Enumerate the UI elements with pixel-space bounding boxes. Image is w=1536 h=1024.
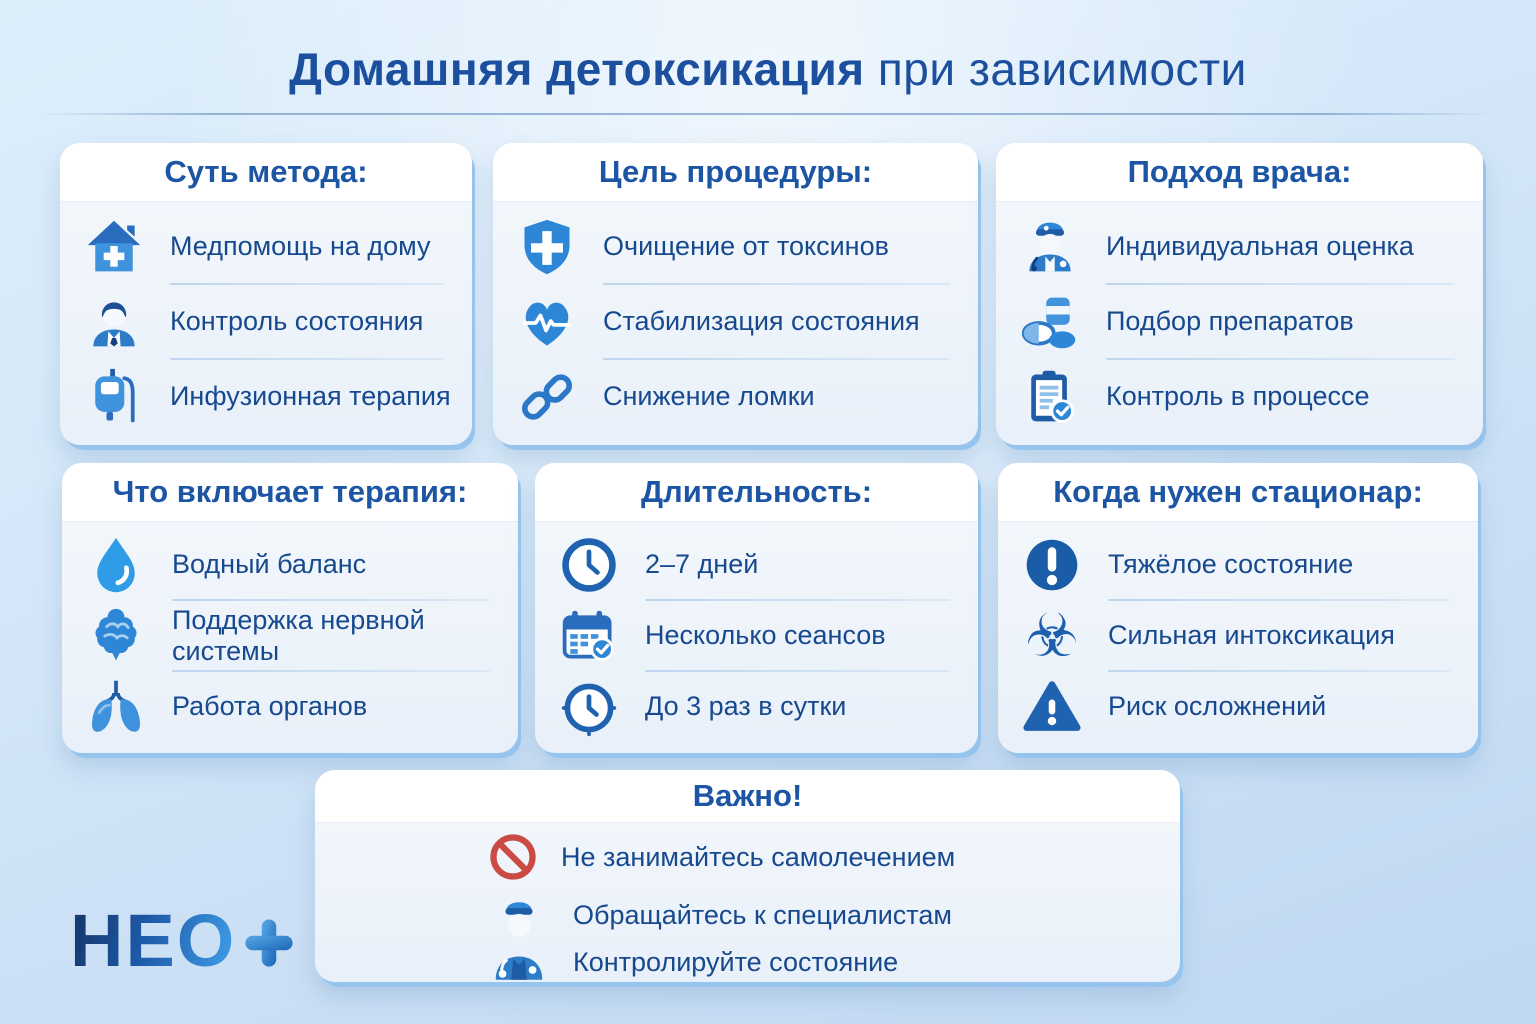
exclamation-circle-icon [1020,533,1084,597]
surgeon-icon [487,889,551,989]
list-item [1018,365,1465,429]
page-title-bold: Домашняя детоксикация [289,43,865,95]
item-label: Стабилизация состояния [603,306,920,336]
house-medical-icon [82,215,146,279]
card-method-essence [60,143,472,445]
card-therapy-includes [62,463,518,753]
warning-triangle-icon [1020,675,1084,739]
item-label: Обращайтесь к специалистам [573,900,952,930]
doctor-icon [82,290,146,354]
item-label: Подбор препаратов [1106,306,1354,336]
pills-icon [1018,290,1082,354]
list-item [515,215,960,279]
calendar-check-icon [557,604,621,668]
list-item [515,290,960,354]
item-divider [1108,599,1450,601]
item-divider [1108,670,1450,672]
card-title: Важно! [315,770,1180,823]
list-item [1020,533,1460,597]
item-label: 2–7 дней [645,549,759,579]
alarm-clock-icon [557,675,621,739]
item-label: Поддержка нервной системы [172,604,425,666]
list-item [557,675,960,739]
item-label: Снижение ломки [603,381,815,411]
item-label: Риск осложнений [1108,691,1327,721]
item-label: Водный баланс [172,549,367,579]
list-item [1020,675,1460,739]
list-item [1020,600,1460,671]
list-item [487,831,1150,883]
card-important [315,770,1180,982]
clipboard-check-icon [1018,365,1082,429]
item-label: Сильная интоксикация [1108,620,1395,650]
iv-bag-icon [82,365,146,429]
item-label: Индивидуальная оценка [1106,231,1414,261]
list-item [82,290,454,354]
no-entry-icon [487,831,539,883]
card-title: Цель процедуры: [493,143,978,202]
card-title: Когда нужен стационар: [998,463,1478,522]
item-divider [172,599,490,601]
brand-logo-plus-icon [240,914,298,977]
item-label: Не занимайтесь самолечением [561,841,956,872]
item-label: До 3 раз в сутки [645,691,847,721]
item-divider [603,283,950,285]
list-item [84,675,500,739]
list-item [1018,290,1465,354]
card-procedure-goal [493,143,978,445]
card-title: Суть метода: [60,143,472,202]
item-label: Контролируйте состояние [573,947,899,977]
list-item [82,215,454,279]
item-label: Несколько сеансов [645,620,886,650]
card-duration [535,463,978,753]
item-divider [1106,358,1455,360]
brand-logo-text: НЕО [70,899,237,982]
item-label: Очищение от токсинов [603,231,889,261]
card-doctor-approach [996,143,1483,445]
item-label: Работа органов [172,691,368,721]
list-item [82,365,454,429]
title-divider [38,113,1498,115]
card-hospital-needed [998,463,1478,753]
list-item [1018,215,1465,279]
list-item [557,533,960,597]
item-label: Тяжёлое состояние [1108,549,1354,579]
list-item [557,604,960,668]
list-item [84,604,500,668]
page-title-regular: при зависимости [877,43,1247,95]
item-divider [172,670,490,672]
lungs-icon [84,675,148,739]
card-title: Что включает терапия: [62,463,518,522]
item-divider [645,670,950,672]
card-title: Длительность: [535,463,978,522]
item-divider [645,599,950,601]
page-title [0,42,1536,96]
item-label: Контроль в процессе [1106,381,1370,411]
biohazard-icon [1020,600,1084,671]
item-divider [603,358,950,360]
brain-icon [84,604,148,668]
item-label: Контроль состояния [170,306,424,336]
water-drop-icon [84,533,148,597]
card-title: Подход врача: [996,143,1483,202]
clock-icon [557,533,621,597]
list-item [515,365,960,429]
brand-logo [70,898,298,983]
shield-cross-icon [515,215,579,279]
item-label: Инфузионная терапия [170,381,451,411]
heart-pulse-icon [515,290,579,354]
list-item [84,533,500,597]
doctor-cap-icon [1018,215,1082,279]
item-divider [1106,283,1455,285]
biohazard-glyph: ☣ [1025,600,1079,671]
item-label: Медпомощь на дому [170,231,431,261]
chain-icon [515,365,579,429]
item-divider [170,358,444,360]
item-divider [170,283,444,285]
